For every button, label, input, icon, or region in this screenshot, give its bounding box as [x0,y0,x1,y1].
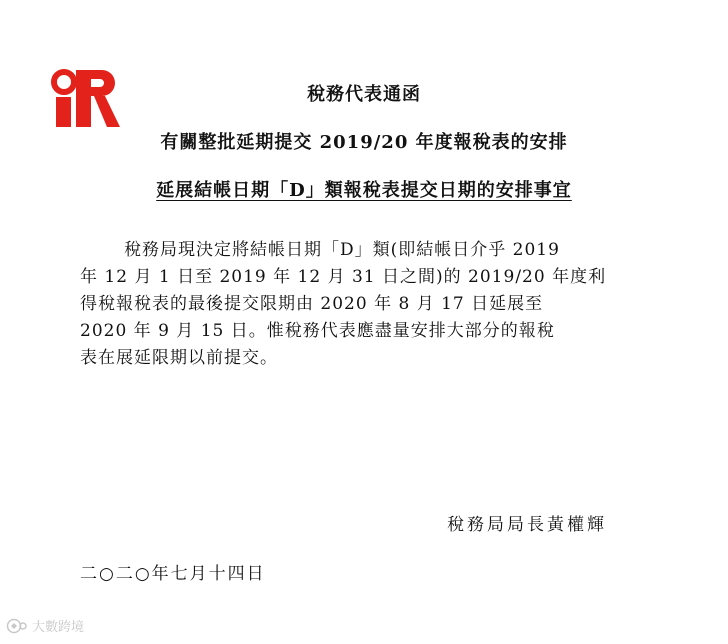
watermark [6,616,84,635]
watermark-text: 大數跨境 [32,620,85,635]
document-title: 稅務代表通函 [307,84,421,105]
watermark-logo-icon [6,618,28,634]
body-line: 2020 年 9 月 15 日。惟稅務代表應盡量安排大部分的報稅 [80,321,555,341]
body-line: 得稅報稅表的最後提交限期由 2020 年 8 月 17 日延展至 [80,294,544,314]
signer: 稅務局局長黃權輝 [447,515,607,535]
section-heading: 延展結帳日期「D」類報稅表提交日期的安排事宜 [156,180,572,201]
document-subtitle: 有關整批延期提交 2019/20 年度報稅表的安排 [160,132,568,153]
document-date: 二○二○年七月十四日 [80,564,266,584]
body-paragraph [80,237,660,372]
body-line: 表在展延限期以前提交。 [80,348,278,368]
body-line: 年 12 月 1 日至 2019 年 12 月 31 日之間)的 2019/20 年度利 [80,267,607,287]
body-line: 稅務局現決定將結帳日期「D」類(即結帳日介乎 2019 [124,240,560,260]
